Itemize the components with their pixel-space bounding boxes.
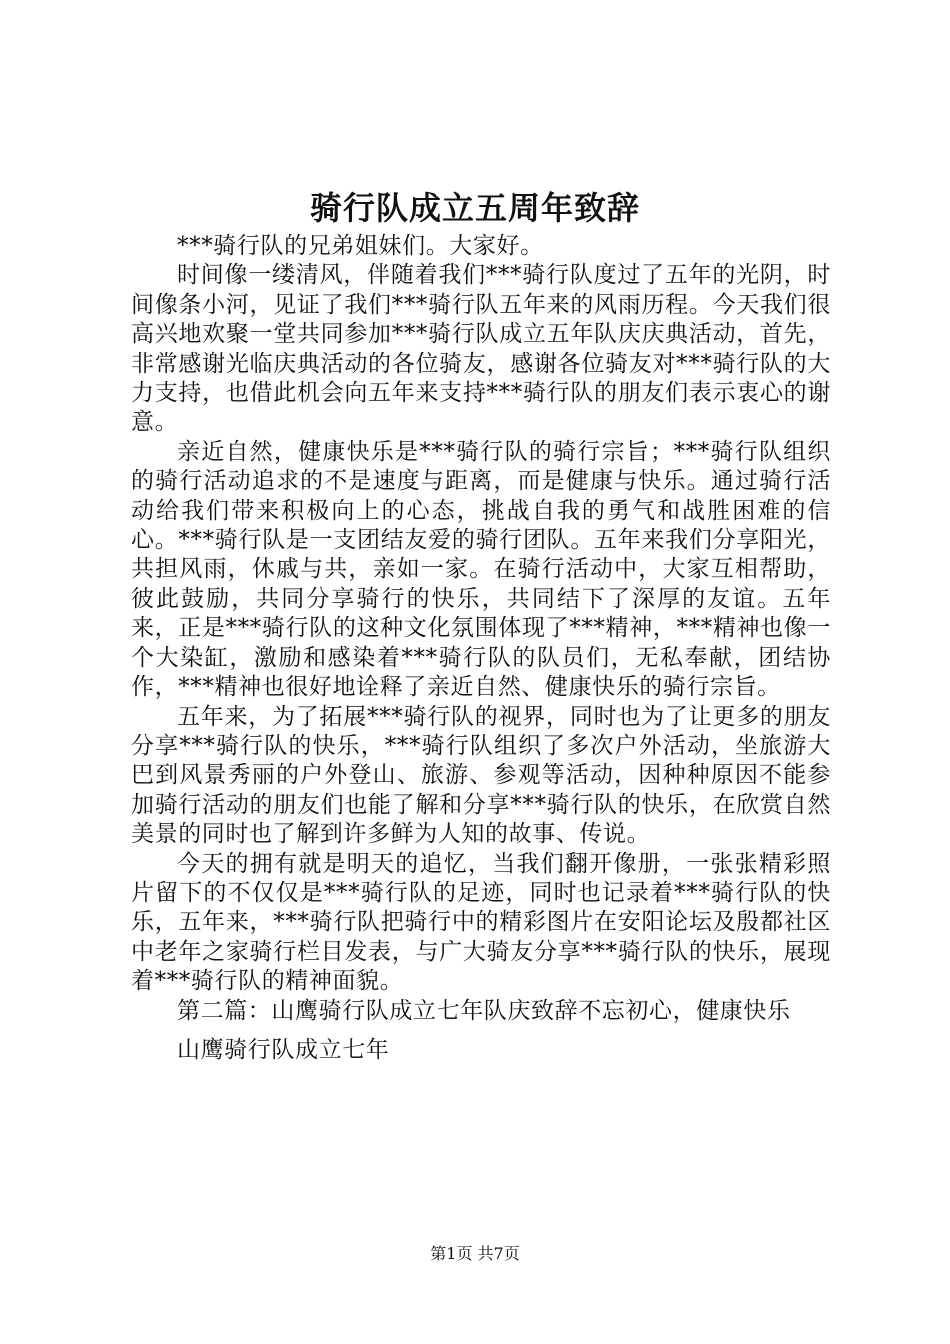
paragraph-second-article-title: 第二篇：山鹰骑行队成立七年队庆致辞不忘初心，健康快乐 xyxy=(177,997,791,1024)
document-body xyxy=(131,232,831,1065)
document-title: 骑行队成立五周年致辞 xyxy=(309,189,640,227)
paragraph-greeting: ***骑行队的兄弟姐妹们。大家好。 xyxy=(177,233,544,259)
page-number-footer: 第1页 共7页 xyxy=(430,1244,520,1263)
paragraph-1: 时间像一缕清风，伴随着我们***骑行队度过了五年的光阴，时间像条小河，见证了我们***骑行队五年来的风雨历程。今天我们很高兴地欢聚一堂共同参加***骑行队成立五年队庆庆典活动，首先，非常感谢光临庆典活动的各位骑友，感谢各位骑友对***骑行队的大力支持，也借此机会向五年来支持***骑行队的朋友们表示衷心的谢意。 xyxy=(131,262,831,436)
paragraph-3: 五年来，为了拓展***骑行队的视界，同时也为了让更多的朋友分享***骑行队的快乐，***骑行队组织了多次户外活动，坐旅游大巴到风景秀丽的户外登山、旅游、参观等活动，因种种原因不能参加骑行活动的朋友们也能了解和分享***骑行队的快乐，在欣赏自然美景的同时也了解到许多鲜为人知的故事、传说。 xyxy=(131,703,831,848)
paragraph-2: 亲近自然，健康快乐是***骑行队的骑行宗旨；***骑行队组织的骑行活动追求的不是速度与距离，而是健康与快乐。通过骑行活动给我们带来积极向上的心态，挑战自我的勇气和战胜困难的信心。***骑行队是一支团结友爱的骑行团队。五年来我们分享阳光，共担风雨，休戚与共，亲如一家。在骑行活动中，大家互相帮助，彼此鼓励，共同分享骑行的快乐，共同结下了深厚的友谊。五年来，正是***骑行队的这种文化氛围体现了***精神，***精神也像一个大染缸，激励和感染着***骑行队的队员们，无私奉献，团结协作，***精神也很好地诠释了亲近自然、健康快乐的骑行宗旨。 xyxy=(131,438,831,701)
paragraph-4: 今天的拥有就是明天的追忆，当我们翻开像册，一张张精彩照片留下的不仅仅是***骑行队的足迹，同时也记录着***骑行队的快乐，五年来，***骑行队把骑行中的精彩图片在安阳论坛及殷都社区中老年之家骑行栏目发表，与广大骑友分享***骑行队的快乐，展现着***骑行队的精神面貌。 xyxy=(131,850,831,995)
paragraph-second-article-start: 山鹰骑行队成立七年 xyxy=(177,1036,390,1063)
